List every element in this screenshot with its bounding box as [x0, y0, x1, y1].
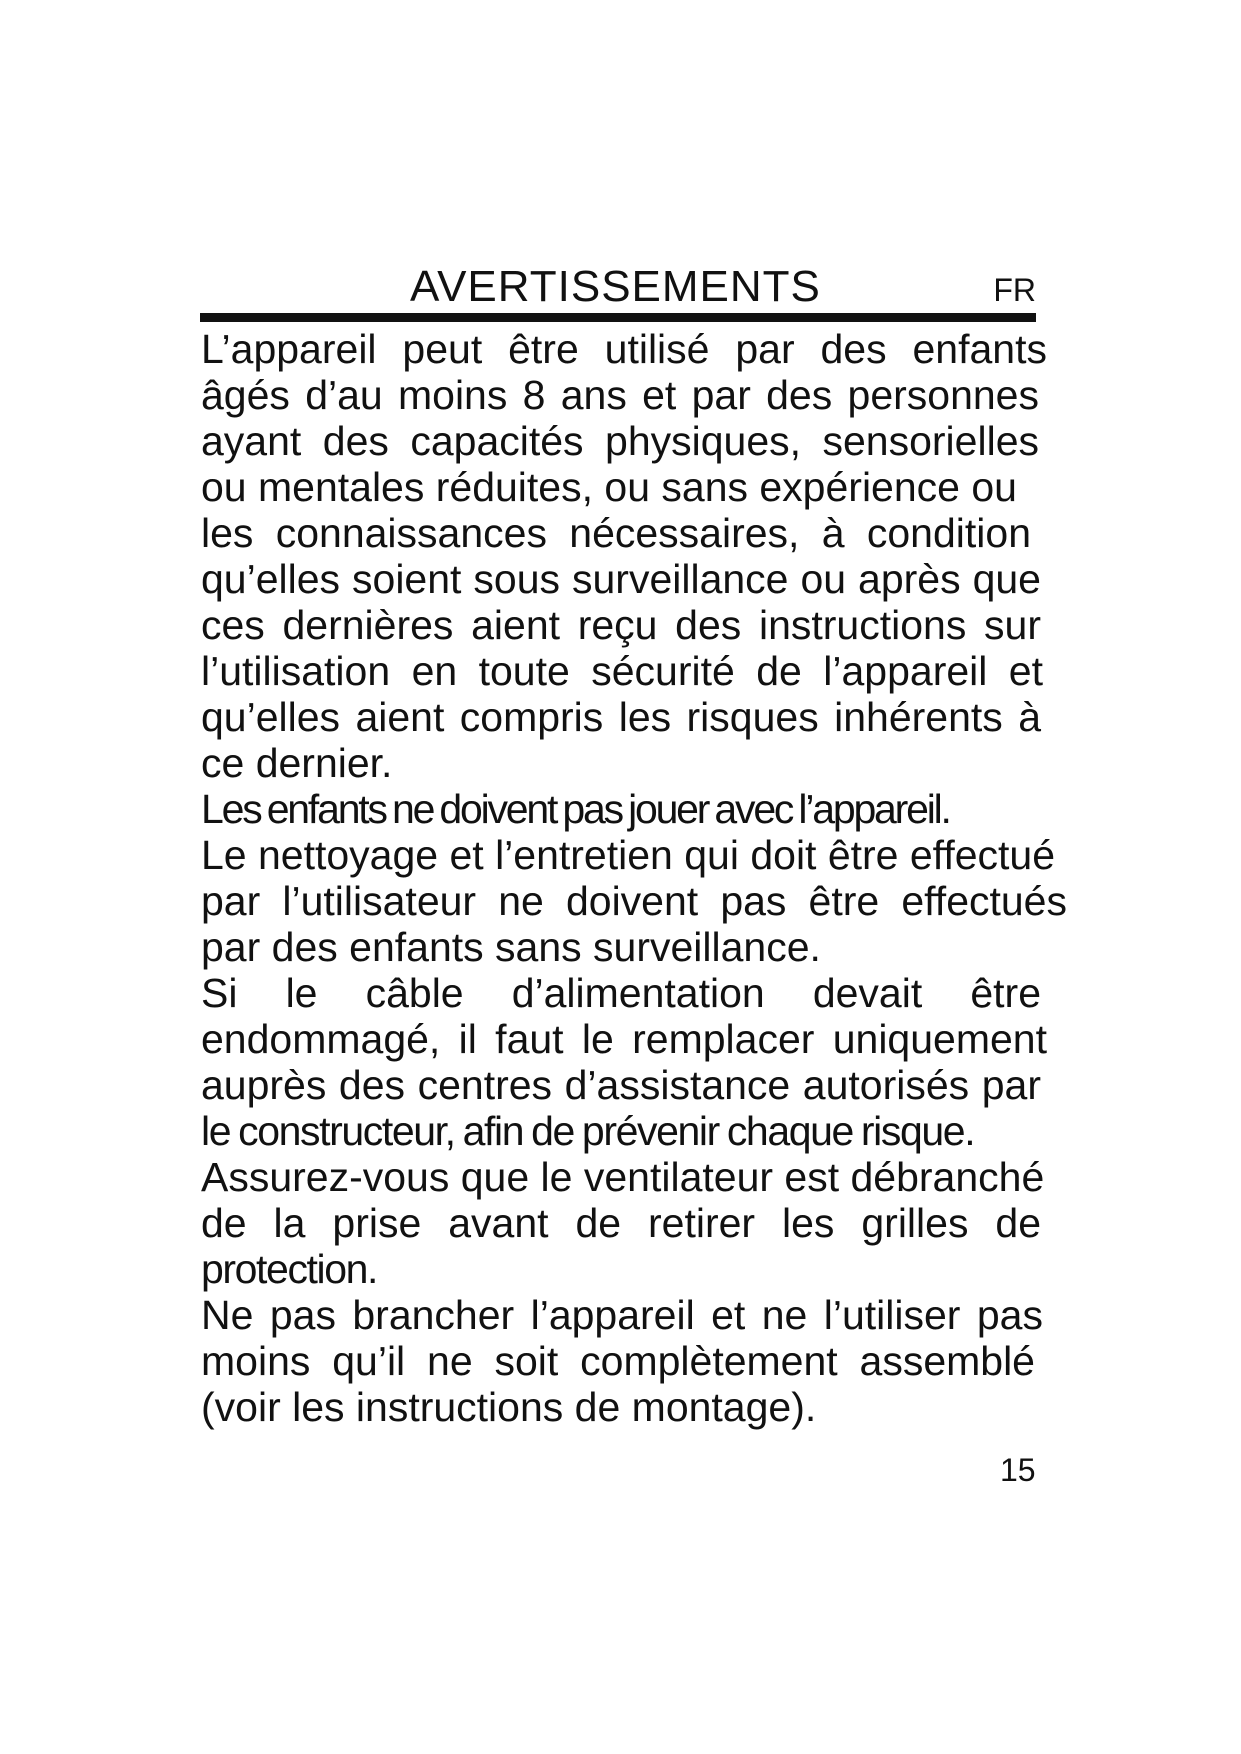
text-line: l’utilisation en toute sécurité de l’appareil et [201, 648, 1043, 694]
text-line: (voir les instructions de montage). [201, 1384, 817, 1430]
text-line: le constructeur, afin de prévenir chaque risque. [201, 1108, 975, 1154]
text-line: qu’elles soient sous surveillance ou après que [201, 556, 1041, 602]
text-line: par l’utilisateur ne doivent pas être effectués [201, 878, 1067, 924]
text-line: Les enfants ne doivent pas jouer avec l’appareil. [201, 786, 950, 832]
text-line: protection. [201, 1246, 378, 1292]
text-line: Ne pas brancher l’appareil et ne l’utiliser pas [201, 1292, 1043, 1338]
text-line: de la prise avant de retirer les grilles de [201, 1200, 1041, 1246]
page-title: AVERTISSEMENTS [410, 262, 821, 311]
warnings-body [201, 326, 1071, 1430]
header-rule [200, 313, 1036, 322]
text-line: qu’elles aient compris les risques inhérents à [201, 694, 1041, 740]
language-code: FR [993, 272, 1036, 308]
text-line: ce dernier. [201, 740, 393, 786]
text-line: les connaissances nécessaires, à condition [201, 510, 1031, 556]
text-line: Assurez-vous que le ventilateur est débranché [201, 1154, 1045, 1200]
page-header [200, 262, 1036, 312]
text-line: auprès des centres d’assistance autorisés par [201, 1062, 1041, 1108]
text-line: ces dernières aient reçu des instructions sur [201, 602, 1041, 648]
page-number: 15 [1000, 1452, 1036, 1488]
text-line: Si le câble d’alimentation devait être [201, 970, 1041, 1016]
text-line: moins qu’il ne soit complètement assemblé [201, 1338, 1035, 1384]
text-line: L’appareil peut être utilisé par des enfants [201, 326, 1047, 372]
text-line: âgés d’au moins 8 ans et par des personnes [201, 372, 1039, 418]
text-line: Le nettoyage et l’entretien qui doit être effectué [201, 832, 1056, 878]
text-line: ayant des capacités physiques, sensorielles [201, 418, 1039, 464]
text-line: par des enfants sans surveillance. [201, 924, 821, 970]
text-line: ou mentales réduites, ou sans expérience ou [201, 464, 1017, 510]
text-line: endommagé, il faut le remplacer uniquement [201, 1016, 1047, 1062]
